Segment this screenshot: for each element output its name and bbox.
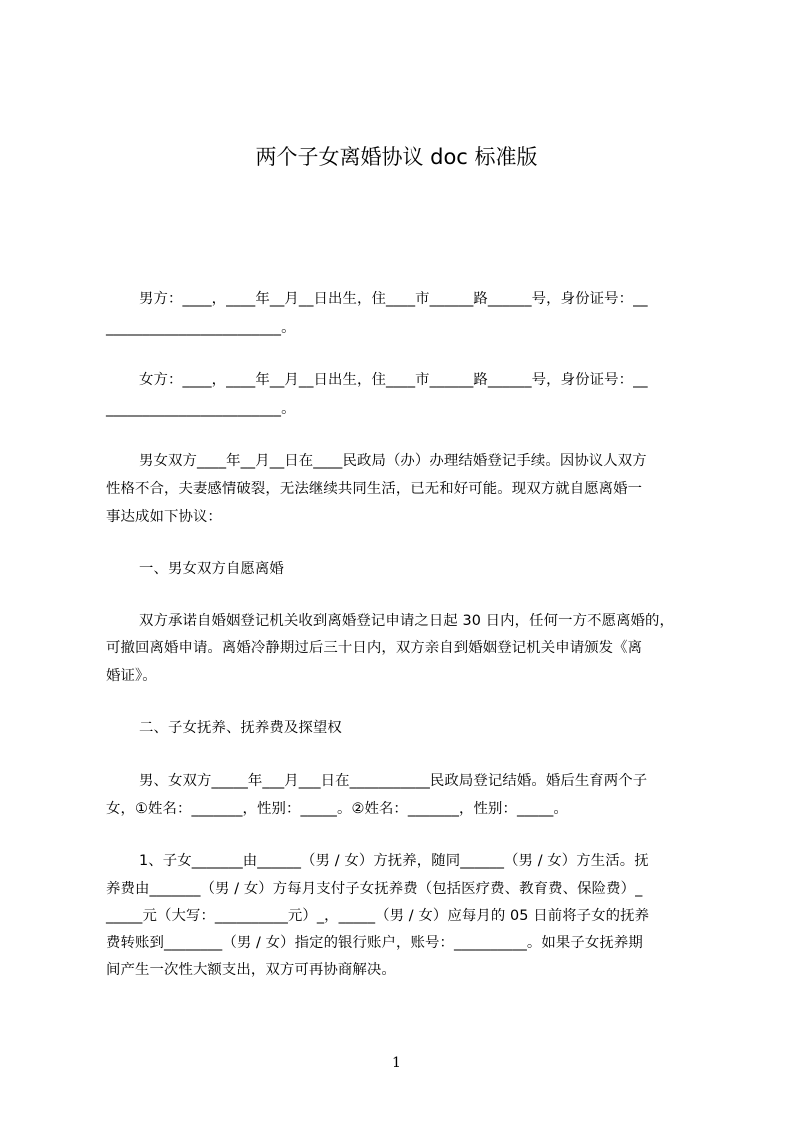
paragraph-line: 男女双方____年__月__日在____民政局（办）办理结婚登记手续。因协议人双方: [139, 453, 647, 469]
document-title: 两个子女离婚协议 doc 标准版: [255, 145, 538, 169]
paragraph-line: 1、子女_______由______（男 / 女）方抚养，随同______（男 / 女）方生活。抚: [139, 853, 649, 869]
paragraph-line: 可撤回离婚申请。离婚冷静期过后三十日内，双方亲自到婚姻登记机关申请颁发《离: [106, 640, 643, 656]
paragraph-line: 养费由_______（男 / 女）方每月支付子女抚养费（包括医疗费、教育费、保险费）_: [106, 881, 643, 897]
paragraph-line: 费转账到________（男 / 女）指定的银行账户，账号：__________。如果子女抚养期: [106, 935, 643, 951]
paragraph-line: 婚证》。: [106, 668, 157, 684]
section-heading: 一、男女双方自愿离婚: [139, 561, 284, 577]
paragraph-line: 双方承诺自婚姻登记机关收到离婚登记申请之日起 30 日内，任何一方不愿离婚的，: [139, 613, 675, 629]
paragraph-line: 男、女双方_____年___月___日在___________民政局登记结婚。婚后生育两个子: [139, 773, 648, 789]
paragraph-line: 性格不合，夫妻感情破裂，无法继续共同生活，已无和好可能。现双方就自愿离婚一: [106, 481, 643, 497]
paragraph-line: 间产生一次性大额支出，双方可再协商解决。: [106, 962, 396, 978]
page-number: 1: [392, 1055, 401, 1071]
paragraph-line: _____元（大写：__________元）_，_____（男 / 女）应每月的 05 日前将子女的抚养: [106, 908, 650, 924]
paragraph-line: 男方：____，____年__月__日出生，住____市______路______号，身份证号：__: [139, 291, 648, 307]
paragraph-line: ________________________。: [106, 401, 296, 417]
paragraph-line: 女，①姓名：_______，性别：_____。②姓名：_______，性别：_____。: [106, 801, 568, 817]
section-heading: 二、子女抚养、抚养费及探望权: [139, 720, 342, 736]
paragraph-line: 女方：____，____年__月__日出生，住____市______路______号，身份证号：__: [139, 372, 648, 388]
paragraph-line: 事达成如下协议：: [106, 509, 222, 525]
paragraph-line: ________________________。: [106, 320, 296, 336]
